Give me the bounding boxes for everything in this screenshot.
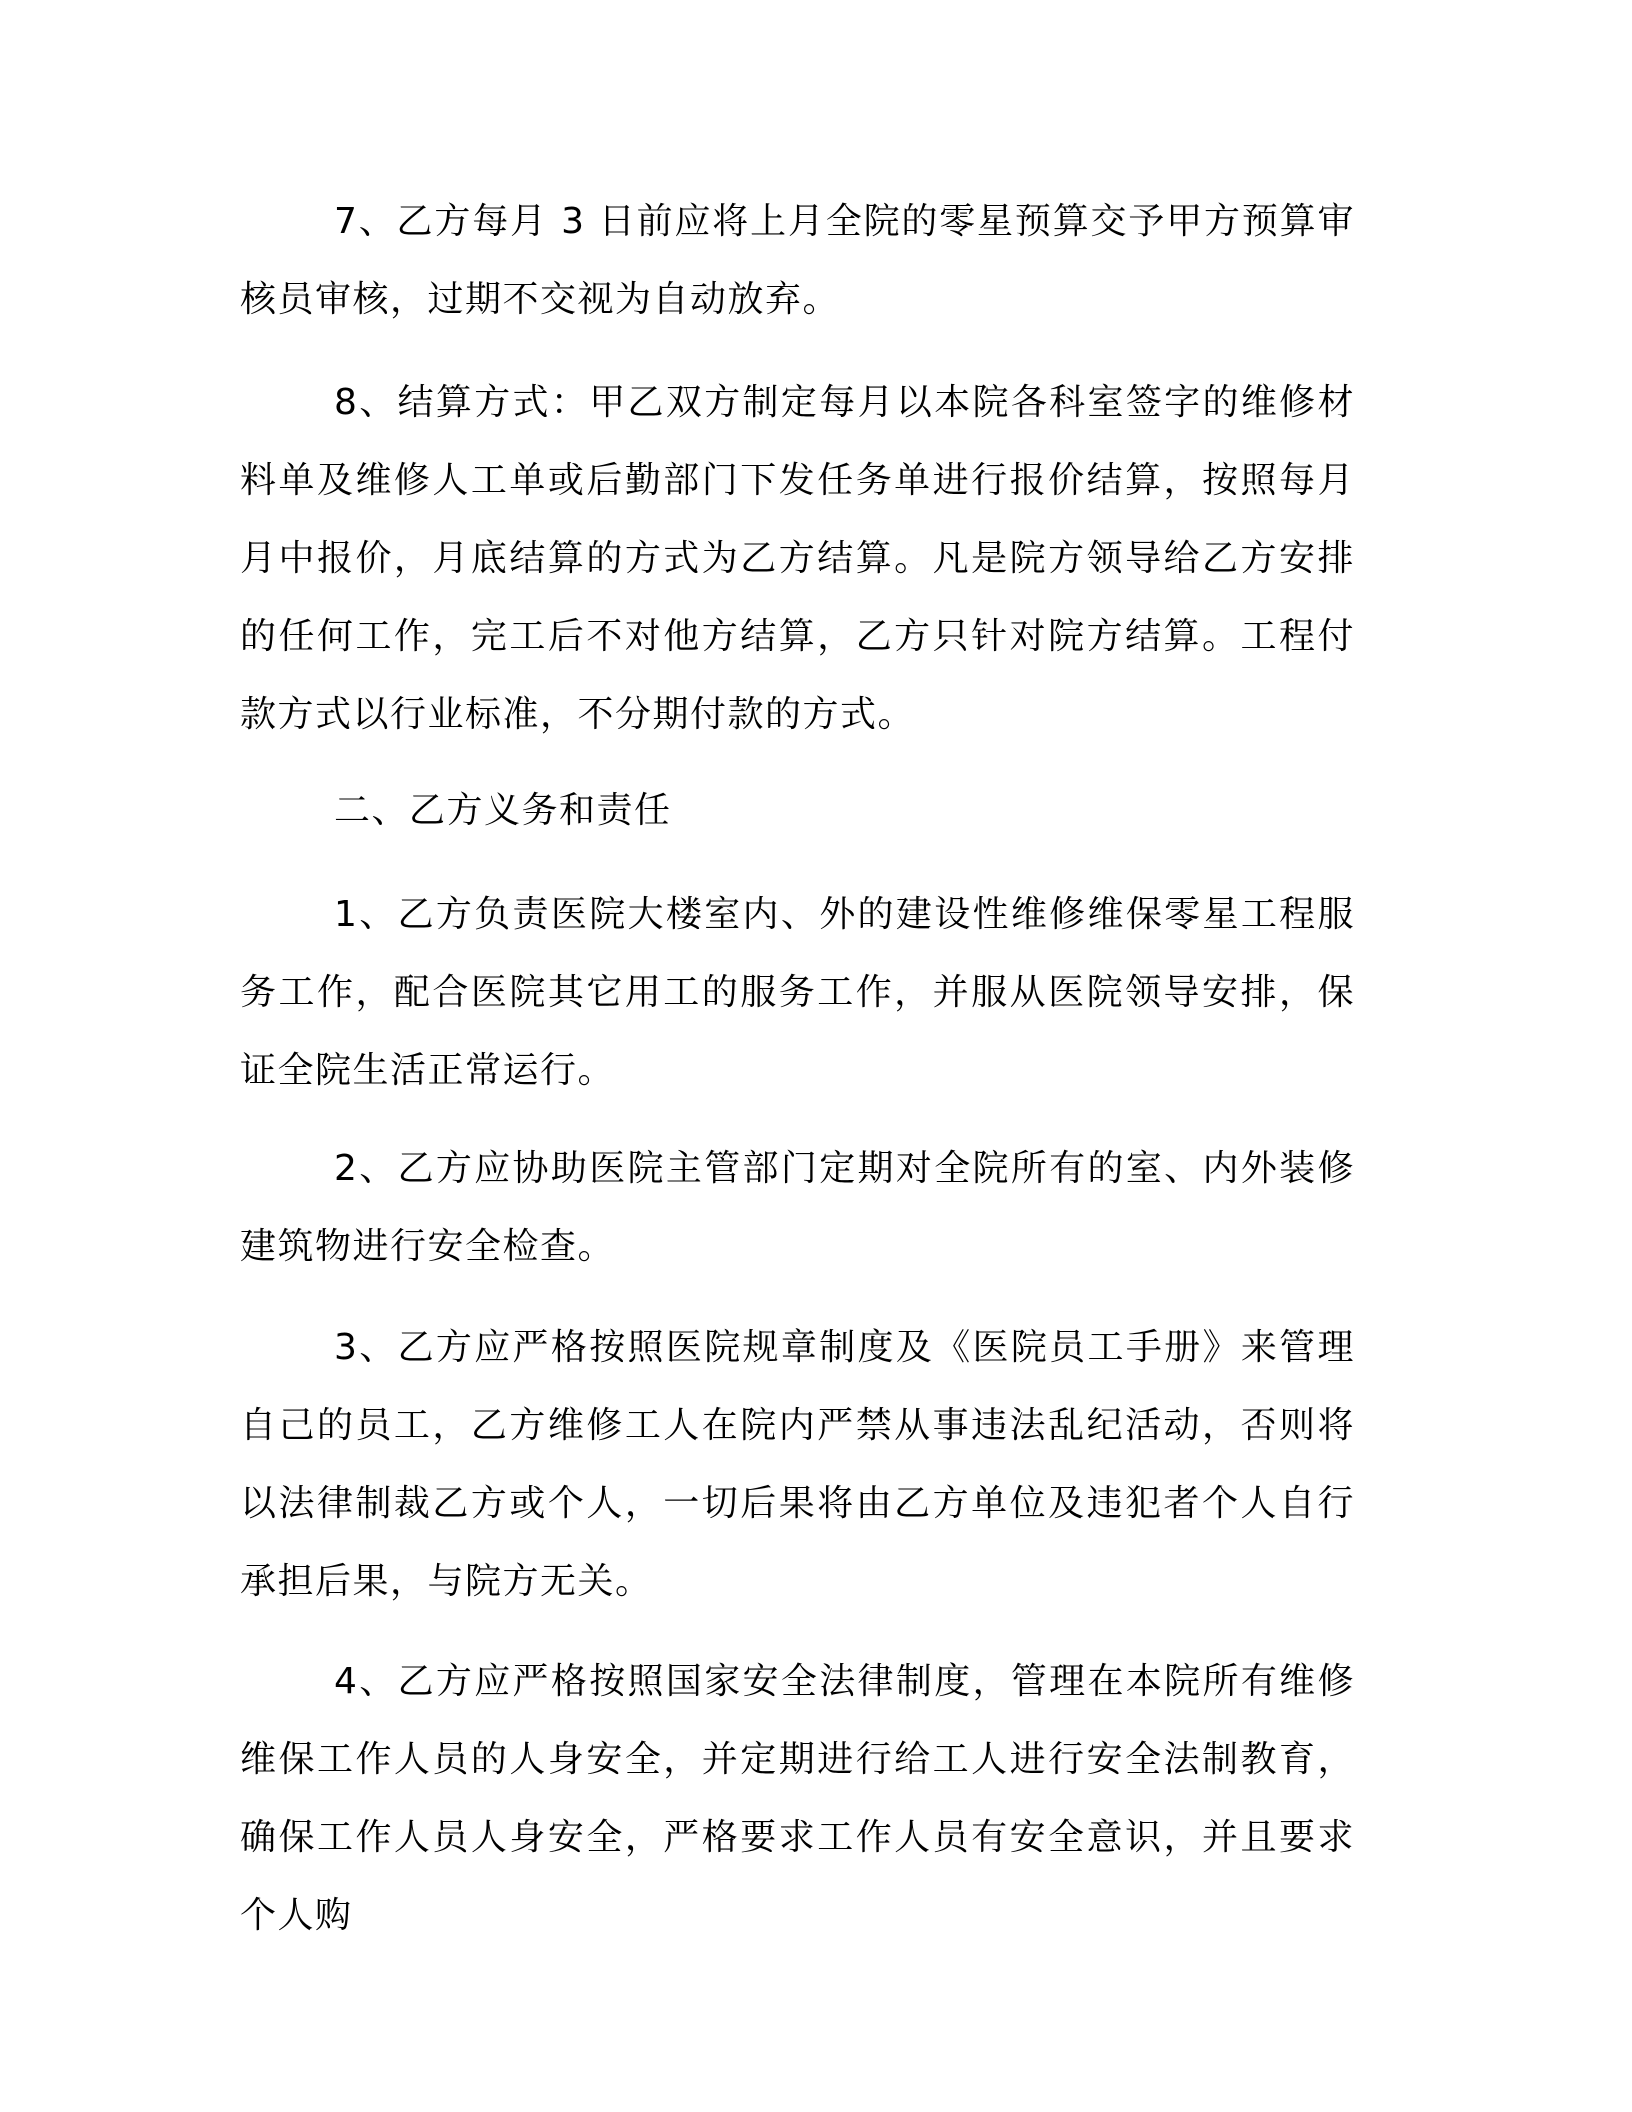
paragraph-item-7: 7、乙方每月 3 日前应将上月全院的零星预算交予甲方预算审核员审核，过期不交视为自动放弃。 <box>240 201 1355 320</box>
paragraph-item-8-settlement: 8、结算方式：甲乙双方制定每月以本院各科室签字的维修材料单及维修人工单或后勤部门下发任务单进行报价结算，按照每月月中报价，月底结算的方式为乙方结算。凡是院方领导给乙方安排的任何工作，完工后不对他方结算，乙方只针对院方结算。工程付款方式以行业标准，不分期付款的方式。 <box>240 382 1355 735</box>
section-item-3: 3、乙方应严格按照医院规章制度及《医院员工手册》来管理自己的员工，乙方维修工人在院内严禁从事违法乱纪活动，否则将以法律制裁乙方或个人，一切后果将由乙方单位及违犯者个人自行承担后果，与院方无关。 <box>240 1327 1355 1602</box>
section-item-1: 1、乙方负责医院大楼室内、外的建设性维修维保零星工程服务工作，配合医院其它用工的服务工作，并服从医院领导安排，保证全院生活正常运行。 <box>240 894 1355 1091</box>
section-item-2: 2、乙方应协助医院主管部门定期对全院所有的室、内外装修建筑物进行安全检查。 <box>240 1148 1355 1267</box>
section-heading: 二、乙方义务和责任 <box>334 790 672 831</box>
section-item-4: 4、乙方应严格按照国家安全法律制度，管理在本院所有维修维保工作人员的人身安全，并定期进行给工人进行安全法制教育，确保工作人员人身安全，严格要求工作人员有安全意识，并且要求个人购 <box>240 1661 1355 1936</box>
